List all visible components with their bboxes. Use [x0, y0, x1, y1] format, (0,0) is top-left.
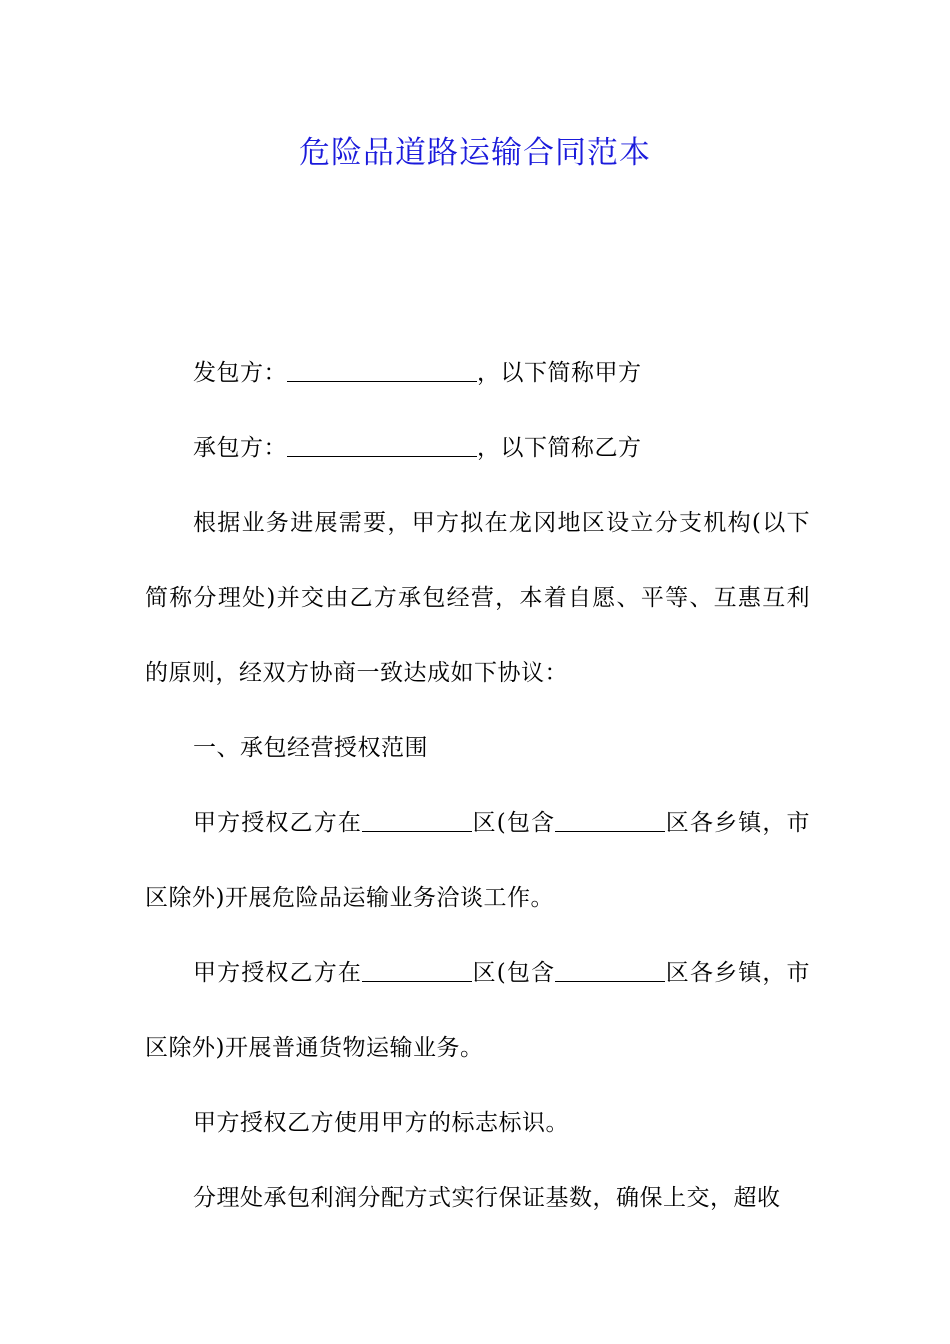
clause-2 [145, 936, 810, 1086]
party-b-line [145, 411, 810, 486]
clause-2-blank-2 [555, 959, 665, 982]
party-a-label: 发包方： [193, 360, 287, 386]
intro-paragraph: 根据业务进展需要，甲方拟在龙冈地区设立分支机构(以下简称分理处)并交由乙方承包经营，本着自愿、平等、互惠互利的原则，经双方协商一致达成如下协议： [145, 510, 810, 686]
clause-4: 分理处承包利润分配方式实行保证基数，确保上交，超收 [193, 1185, 781, 1211]
clause-2-part-a: 甲方授权乙方在 [193, 960, 362, 986]
clause-2-part-b: 区(包含 [471, 960, 556, 986]
section-heading: 一、承包经营授权范围 [193, 735, 428, 761]
clause-1-blank-1 [362, 809, 472, 832]
party-a-suffix: ，以下简称甲方 [477, 360, 642, 386]
clause-1-part-a: 甲方授权乙方在 [193, 810, 362, 836]
clause-1 [145, 786, 810, 936]
clause-1-part-c: 区各乡镇，市区除外)开展危险品运输业务洽谈工作。 [145, 810, 811, 911]
party-b-label: 承包方： [193, 435, 287, 461]
clause-2-blank-1 [362, 959, 472, 982]
document-title: 危险品道路运输合同范本 [299, 135, 651, 171]
clause-1-part-b: 区(包含 [471, 810, 556, 836]
clause-2-part-c: 区各乡镇，市区除外)开展普通货物运输业务。 [145, 960, 811, 1061]
document-body [145, 336, 810, 1236]
clause-1-blank-2 [555, 809, 665, 832]
clause-3: 甲方授权乙方使用甲方的标志标识。 [193, 1110, 569, 1136]
party-b-blank [287, 434, 477, 457]
party-a-blank [287, 359, 477, 382]
party-a-line [145, 336, 810, 411]
party-b-suffix: ，以下简称乙方 [477, 435, 642, 461]
